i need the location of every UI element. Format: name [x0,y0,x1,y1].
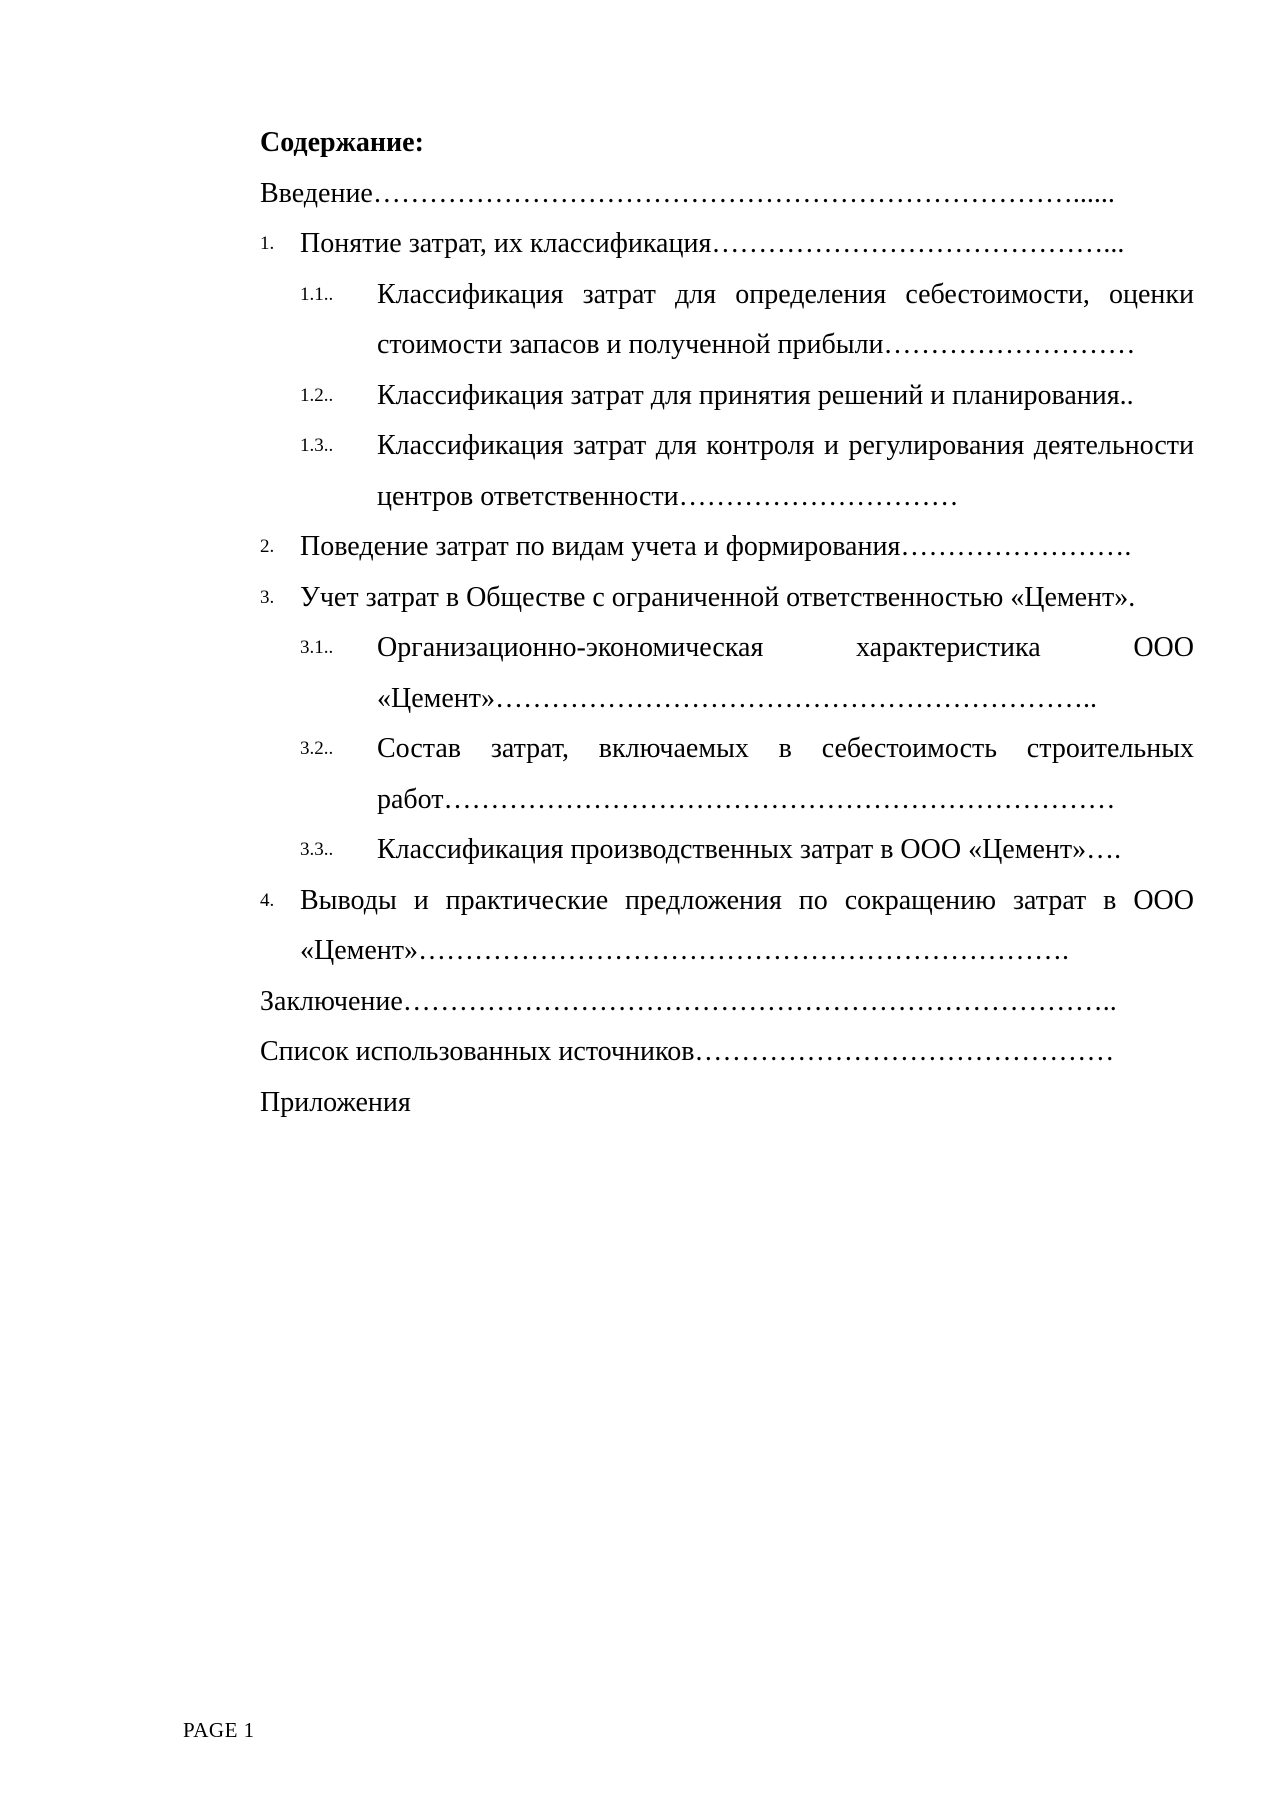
section-number: 3. [260,586,275,608]
toc-entry-section-3 [260,573,1194,624]
subsection-number: 3.2.. [300,738,334,759]
toc-entry-subsection-1-2 [260,371,1194,422]
toc-entry-subsection-1-1 [260,270,1194,371]
toc-entry-appendix: Приложения [260,1086,411,1118]
toc-entry-conclusion: Заключение………………………………………………………………….. [260,985,1117,1017]
subsection-number: 1.1.. [300,283,334,305]
toc-entry-subsection-3-2 [260,724,1194,825]
page-number: 1 [243,1718,255,1742]
toc-title: Содержание: [260,127,424,158]
toc-entry-subsection-3-3 [260,825,1194,876]
subsection-number: 3.3.. [300,839,334,860]
subsection-title: Классификация затрат для контроля и регулирования деятельности центров ответственности………………………… [377,430,1194,512]
toc-entry-sources: Список использованных источников……………………………………… [260,1036,1115,1067]
section-title: Понятие затрат, их классификация……………………………………... [300,228,1125,259]
subsection-title: Классификация затрат для принятия решений и планирования.. [377,379,1134,411]
subsection-number: 1.3.. [300,435,334,456]
section-number: 1. [260,233,275,254]
toc-entry-subsection-3-1 [260,623,1194,724]
subsection-number: 1.2.. [300,384,334,406]
toc-entry-section-4 [260,876,1194,977]
section-title: Поведение затрат по видам учета и формирования……………………. [300,531,1132,562]
page-label: PAGE [183,1718,238,1742]
toc-entry-subsection-1-3 [260,421,1194,522]
subsection-title: Классификация затрат для определения себестоимости, оценки стоимости запасов и полученной прибыли……………………… [377,278,1194,360]
table-of-contents [260,118,1194,1128]
page-footer [183,1718,255,1742]
toc-entry-section-1 [260,219,1194,270]
toc-entry-intro: Введение…………………………………………………………………...... [260,177,1115,209]
section-title: Учет затрат в Обществе с ограниченной ответственностью «Цемент». [300,581,1136,613]
subsection-number: 3.1.. [300,637,334,658]
section-title: Выводы и практические предложения по сокращению затрат в ООО «Цемент»……………………………………………………………. [300,884,1194,966]
subsection-title: Организационно-экономическая характеристика ООО «Цемент»……………………………………………………….. [377,632,1194,714]
toc-entry-section-2 [260,522,1194,573]
subsection-title: Состав затрат, включаемых в себестоимость строительных работ……………………………………………………………… [377,733,1194,815]
section-number: 2. [260,536,275,557]
section-number: 4. [260,889,275,911]
subsection-title: Классификация производственных затрат в ООО «Цемент»…. [377,834,1122,865]
